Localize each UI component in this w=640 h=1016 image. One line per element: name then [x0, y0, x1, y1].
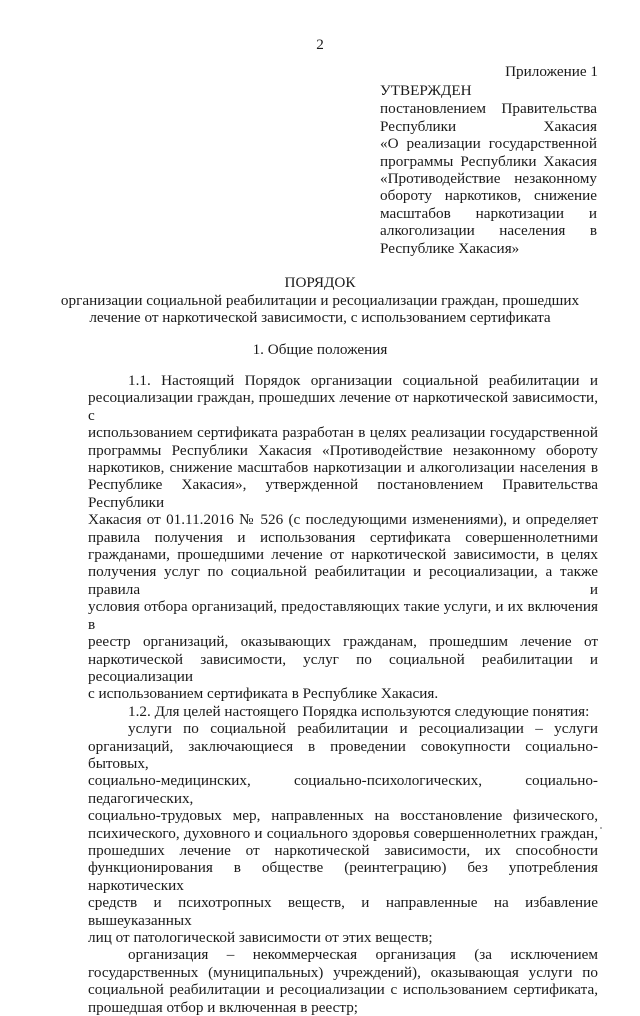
- approval-line: «Противодействие незаконному: [380, 170, 597, 188]
- body-line: 1.1. Настоящий Порядок организации социальной реабилитации и: [128, 372, 598, 389]
- body-line: социальной реабилитации и ресоциализации с использованием сертификата,: [88, 981, 598, 999]
- body-line: лиц от патологической зависимости от этих веществ;: [88, 929, 433, 946]
- subtitle-line: лечение от наркотической зависимости, с использованием сертификата: [89, 309, 551, 327]
- approval-block: [380, 82, 597, 257]
- body-line: функционирования в обществе (реинтеграцию) без употребления наркотических: [88, 859, 598, 894]
- body-line: наркотиков, снижение масштабов наркотизации и алкоголизации населения в: [88, 459, 598, 477]
- body-line: услуги по социальной реабилитации и ресоциализации – услуги: [128, 720, 598, 738]
- approval-line: алкоголизации населения в: [380, 222, 597, 240]
- body-line: с использованием сертификата в Республике Хакасия.: [88, 685, 439, 703]
- document-title: ПОРЯДОК: [284, 274, 356, 291]
- page-number: 2: [316, 36, 324, 53]
- body-line: социально-медицинских, социально-психологических, социально-педагогических,: [88, 772, 598, 807]
- approval-line: «О реализации государственной: [380, 135, 597, 153]
- document-subtitle: [0, 292, 640, 327]
- approval-line: Республике Хакасия»: [380, 239, 520, 257]
- body-line: психического, духовного и социального здоровья совершеннолетних граждан,: [88, 824, 598, 842]
- approval-heading: УТВЕРЖДЕН: [380, 82, 472, 99]
- body-line: социально-трудовых мер, направленных на восстановление физического,: [88, 807, 598, 825]
- body-line: организаций, заключающиеся в проведении совокупности социально-бытовых,: [88, 737, 598, 772]
- body-line: гражданами, прошедшими лечение от наркотической зависимости, в целях: [88, 546, 598, 564]
- approval-line: постановлением Правительства: [380, 100, 597, 118]
- body-line: государственных (муниципальных) учреждений), оказывающая услуги по: [88, 963, 598, 981]
- subtitle-line: организации социальной реабилитации и ресоциализации граждан, прошедших: [60, 292, 580, 309]
- body-line: получения услуг по социальной реабилитации и ресоциализации, а также правила и: [88, 563, 598, 598]
- body-line: прошедших лечение от наркотической зависимости, их способности: [88, 841, 598, 859]
- approval-line: Республики Хакасия: [380, 117, 597, 135]
- body-line: ресоциализации граждан, прошедших лечение от наркотической зависимости, с: [88, 389, 598, 424]
- appendix-label: Приложение 1: [505, 63, 598, 80]
- body-line: прошедшая отбор и включенная в реестр;: [88, 998, 359, 1016]
- scan-speck: [600, 827, 602, 829]
- body-line: Республике Хакасия», утвержденной постановлением Правительства Республики: [88, 476, 598, 511]
- body-line: организация – некоммерческая организация (за исключением: [128, 946, 598, 964]
- approval-line: обороту наркотиков, снижение: [380, 187, 597, 205]
- body-line: правила получения и использования сертификата совершеннолетними: [88, 528, 598, 546]
- approval-line: масштабов наркотизации и: [380, 204, 597, 222]
- body-line: программы Республики Хакасия «Противодействие незаконному обороту: [88, 441, 598, 459]
- body-line: условия отбора организаций, предоставляющих такие услуги, и их включения в: [88, 598, 598, 633]
- approval-line: программы Республики Хакасия: [380, 152, 597, 170]
- body-line: реестр организаций, оказывающих гражданам, прошедшим лечение от: [88, 633, 598, 651]
- body-line: 1.2. Для целей настоящего Порядка используются следующие понятия:: [128, 702, 590, 720]
- section-heading: 1. Общие положения: [252, 341, 388, 358]
- body-text: [88, 372, 598, 1016]
- body-line: Хакасия от 01.11.2016 № 526 (с последующими изменениями), и определяет: [88, 511, 598, 529]
- body-line: наркотической зависимости, услуг по социальной реабилитации и ресоциализации: [88, 650, 598, 685]
- body-line: использованием сертификата разработан в целях реализации государственной: [88, 424, 598, 442]
- body-line: средств и психотропных веществ, и направленные на избавление вышеуказанных: [88, 894, 598, 929]
